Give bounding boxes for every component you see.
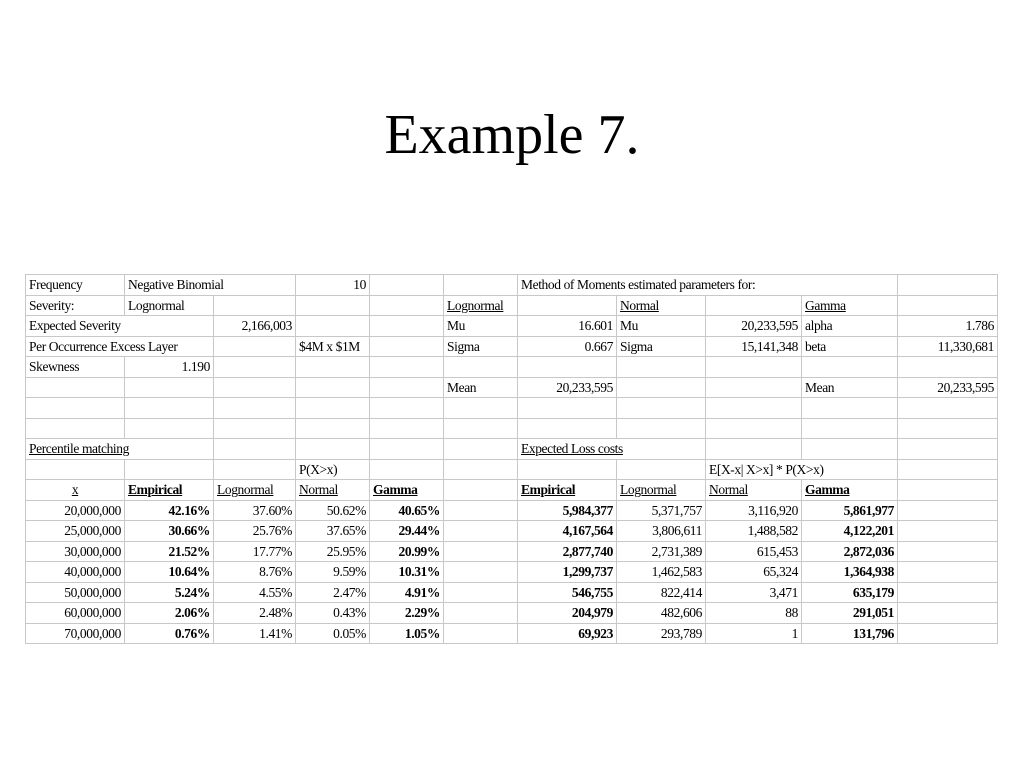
col-header-x: x [26, 480, 125, 501]
empty-cell [26, 377, 125, 398]
empty-cell [214, 418, 296, 439]
empty-cell [214, 398, 296, 419]
layer-label: Per Occurrence Excess Layer [26, 336, 214, 357]
empty-cell [444, 521, 518, 542]
cell-l-lognormal: 3,806,611 [617, 521, 706, 542]
gamma-beta-label: beta [802, 336, 898, 357]
empty-cell [370, 336, 444, 357]
empty-cell [370, 316, 444, 337]
frequency-label: Frequency [26, 275, 125, 296]
frequency-value: 10 [296, 275, 370, 296]
empty-cell [802, 357, 898, 378]
cell-x: 70,000,000 [26, 623, 125, 644]
empty-cell [706, 377, 802, 398]
empty-cell [898, 562, 998, 583]
empty-cell [706, 439, 802, 460]
cell-l-gamma: 291,051 [802, 603, 898, 624]
empty-cell [296, 295, 370, 316]
col-header-p-normal: Normal [296, 480, 370, 501]
empty-cell [518, 459, 617, 480]
row-expected-severity [26, 316, 998, 337]
cell-p-lognormal: 4.55% [214, 582, 296, 603]
empty-cell [617, 398, 706, 419]
normal-sigma-value: 15,141,348 [706, 336, 802, 357]
table-row [26, 541, 998, 562]
empty-cell [214, 336, 296, 357]
cell-p-empirical: 0.76% [125, 623, 214, 644]
cell-l-lognormal: 482,606 [617, 603, 706, 624]
empty-cell [444, 562, 518, 583]
cell-l-gamma: 635,179 [802, 582, 898, 603]
cell-p-gamma: 20.99% [370, 541, 444, 562]
empty-cell [518, 357, 617, 378]
empty-cell [898, 439, 998, 460]
row-layer [26, 336, 998, 357]
table-row [26, 562, 998, 583]
row-mean [26, 377, 998, 398]
empty-cell [214, 377, 296, 398]
cell-p-lognormal: 37.60% [214, 500, 296, 521]
cell-l-lognormal: 5,371,757 [617, 500, 706, 521]
row-severity [26, 295, 998, 316]
layer-value: $4M x $1M [296, 336, 370, 357]
empty-cell [444, 439, 518, 460]
frequency-distribution: Negative Binomial [125, 275, 296, 296]
empty-cell [444, 418, 518, 439]
cell-p-gamma: 4.91% [370, 582, 444, 603]
empty-cell [706, 398, 802, 419]
table-row [26, 582, 998, 603]
cell-l-empirical: 546,755 [518, 582, 617, 603]
empty-cell [706, 418, 802, 439]
table-row [26, 623, 998, 644]
empty-cell [444, 582, 518, 603]
cell-x: 20,000,000 [26, 500, 125, 521]
empty-cell [125, 459, 214, 480]
cell-p-lognormal: 8.76% [214, 562, 296, 583]
severity-label: Severity: [26, 295, 125, 316]
empty-cell [444, 398, 518, 419]
row-frequency [26, 275, 998, 296]
expected-severity-label: Expected Severity [26, 316, 214, 337]
row-section-titles [26, 439, 998, 460]
cell-x: 60,000,000 [26, 603, 125, 624]
row-blank [26, 398, 998, 419]
lognormal-mean-label: Mean [444, 377, 518, 398]
empty-cell [125, 377, 214, 398]
cell-x: 50,000,000 [26, 582, 125, 603]
empty-cell [617, 377, 706, 398]
empty-cell [518, 418, 617, 439]
cell-x: 40,000,000 [26, 562, 125, 583]
row-skewness [26, 357, 998, 378]
col-header-l-empirical: Empirical [518, 480, 617, 501]
loss-subheader: E[X-x| X>x] * P(X>x) [706, 459, 898, 480]
empty-cell [370, 439, 444, 460]
empty-cell [898, 459, 998, 480]
cell-x: 25,000,000 [26, 521, 125, 542]
lognormal-sigma-value: 0.667 [518, 336, 617, 357]
empty-cell [26, 398, 125, 419]
table-row [26, 521, 998, 542]
empty-cell [518, 295, 617, 316]
cell-l-gamma: 4,122,201 [802, 521, 898, 542]
empty-cell [26, 459, 125, 480]
empty-cell [444, 500, 518, 521]
empty-cell [214, 357, 296, 378]
col-header-l-lognormal: Lognormal [617, 480, 706, 501]
cell-l-lognormal: 1,462,583 [617, 562, 706, 583]
table-row [26, 500, 998, 521]
lognormal-sigma-label: Sigma [444, 336, 518, 357]
cell-p-gamma: 1.05% [370, 623, 444, 644]
empty-cell [898, 582, 998, 603]
cell-l-normal: 65,324 [706, 562, 802, 583]
severity-distribution: Lognormal [125, 295, 214, 316]
lognormal-mu-label: Mu [444, 316, 518, 337]
skewness-value: 1.190 [125, 357, 214, 378]
empty-cell [125, 418, 214, 439]
row-blank [26, 418, 998, 439]
cell-l-gamma: 1,364,938 [802, 562, 898, 583]
cell-l-normal: 88 [706, 603, 802, 624]
col-header-l-gamma: Gamma [802, 480, 898, 501]
empty-cell [296, 357, 370, 378]
cell-l-lognormal: 2,731,389 [617, 541, 706, 562]
empty-cell [370, 275, 444, 296]
empty-cell [296, 398, 370, 419]
cell-l-empirical: 4,167,564 [518, 521, 617, 542]
cell-l-normal: 1,488,582 [706, 521, 802, 542]
empty-cell [370, 459, 444, 480]
cell-l-gamma: 131,796 [802, 623, 898, 644]
empty-cell [214, 295, 296, 316]
gamma-mean-label: Mean [802, 377, 898, 398]
empty-cell [125, 398, 214, 419]
empty-cell [898, 521, 998, 542]
table-row [26, 603, 998, 624]
empty-cell [444, 603, 518, 624]
empty-cell [617, 418, 706, 439]
cell-l-normal: 3,116,920 [706, 500, 802, 521]
cell-p-normal: 37.65% [296, 521, 370, 542]
gamma-beta-value: 11,330,681 [898, 336, 998, 357]
empty-cell [898, 418, 998, 439]
col-header-l-normal: Normal [706, 480, 802, 501]
empty-cell [898, 541, 998, 562]
empty-cell [444, 459, 518, 480]
cell-p-lognormal: 1.41% [214, 623, 296, 644]
empty-cell [898, 480, 998, 501]
gamma-alpha-label: alpha [802, 316, 898, 337]
empty-cell [370, 377, 444, 398]
normal-mu-label: Mu [617, 316, 706, 337]
empty-cell [898, 603, 998, 624]
cell-p-empirical: 2.06% [125, 603, 214, 624]
mom-normal-header: Normal [617, 295, 706, 316]
cell-l-empirical: 1,299,737 [518, 562, 617, 583]
spreadsheet-table [25, 274, 998, 644]
empty-cell [444, 541, 518, 562]
cell-p-normal: 25.95% [296, 541, 370, 562]
cell-l-empirical: 69,923 [518, 623, 617, 644]
cell-p-normal: 50.62% [296, 500, 370, 521]
cell-l-lognormal: 293,789 [617, 623, 706, 644]
loss-title: Expected Loss costs [518, 439, 706, 460]
gamma-mean-value: 20,233,595 [898, 377, 998, 398]
empty-cell [802, 439, 898, 460]
cell-l-empirical: 204,979 [518, 603, 617, 624]
row-subheaders [26, 459, 998, 480]
normal-mu-value: 20,233,595 [706, 316, 802, 337]
empty-cell [898, 398, 998, 419]
cell-p-empirical: 42.16% [125, 500, 214, 521]
empty-cell [370, 357, 444, 378]
col-header-p-lognormal: Lognormal [214, 480, 296, 501]
percentile-title: Percentile matching [26, 439, 214, 460]
empty-cell [706, 295, 802, 316]
slide-title: Example 7. [384, 104, 640, 166]
skewness-label: Skewness [26, 357, 125, 378]
cell-l-normal: 3,471 [706, 582, 802, 603]
cell-l-normal: 615,453 [706, 541, 802, 562]
empty-cell [617, 357, 706, 378]
empty-cell [617, 459, 706, 480]
cell-l-empirical: 2,877,740 [518, 541, 617, 562]
mom-gamma-header: Gamma [802, 295, 898, 316]
cell-p-empirical: 5.24% [125, 582, 214, 603]
empty-cell [296, 418, 370, 439]
empty-cell [898, 295, 998, 316]
empty-cell [214, 459, 296, 480]
cell-l-gamma: 2,872,036 [802, 541, 898, 562]
empty-cell [444, 357, 518, 378]
empty-cell [898, 275, 998, 296]
expected-severity-value: 2,166,003 [214, 316, 296, 337]
cell-l-gamma: 5,861,977 [802, 500, 898, 521]
empty-cell [444, 480, 518, 501]
empty-cell [444, 275, 518, 296]
empty-cell [26, 418, 125, 439]
col-header-p-gamma: Gamma [370, 480, 444, 501]
empty-cell [898, 623, 998, 644]
empty-cell [898, 500, 998, 521]
cell-p-empirical: 21.52% [125, 541, 214, 562]
empty-cell [444, 623, 518, 644]
col-header-p-empirical: Empirical [125, 480, 214, 501]
row-column-headers [26, 480, 998, 501]
cell-p-gamma: 40.65% [370, 500, 444, 521]
cell-l-lognormal: 822,414 [617, 582, 706, 603]
empty-cell [296, 316, 370, 337]
cell-p-empirical: 10.64% [125, 562, 214, 583]
gamma-alpha-value: 1.786 [898, 316, 998, 337]
lognormal-mean-value: 20,233,595 [518, 377, 617, 398]
empty-cell [370, 398, 444, 419]
empty-cell [518, 398, 617, 419]
empty-cell [898, 357, 998, 378]
cell-p-lognormal: 25.76% [214, 521, 296, 542]
empty-cell [802, 418, 898, 439]
cell-p-normal: 9.59% [296, 562, 370, 583]
percentile-subheader: P(X>x) [296, 459, 370, 480]
mom-header: Method of Moments estimated parameters for: [518, 275, 898, 296]
cell-p-normal: 0.05% [296, 623, 370, 644]
cell-l-normal: 1 [706, 623, 802, 644]
cell-p-gamma: 29.44% [370, 521, 444, 542]
empty-cell [802, 398, 898, 419]
cell-p-gamma: 2.29% [370, 603, 444, 624]
cell-p-lognormal: 2.48% [214, 603, 296, 624]
empty-cell [370, 295, 444, 316]
empty-cell [214, 439, 296, 460]
normal-sigma-label: Sigma [617, 336, 706, 357]
cell-x: 30,000,000 [26, 541, 125, 562]
empty-cell [370, 418, 444, 439]
cell-p-normal: 2.47% [296, 582, 370, 603]
empty-cell [296, 439, 370, 460]
empty-cell [296, 377, 370, 398]
cell-p-normal: 0.43% [296, 603, 370, 624]
mom-lognormal-header: Lognormal [444, 295, 518, 316]
cell-p-lognormal: 17.77% [214, 541, 296, 562]
lognormal-mu-value: 16.601 [518, 316, 617, 337]
cell-p-empirical: 30.66% [125, 521, 214, 542]
cell-l-empirical: 5,984,377 [518, 500, 617, 521]
empty-cell [706, 357, 802, 378]
cell-p-gamma: 10.31% [370, 562, 444, 583]
